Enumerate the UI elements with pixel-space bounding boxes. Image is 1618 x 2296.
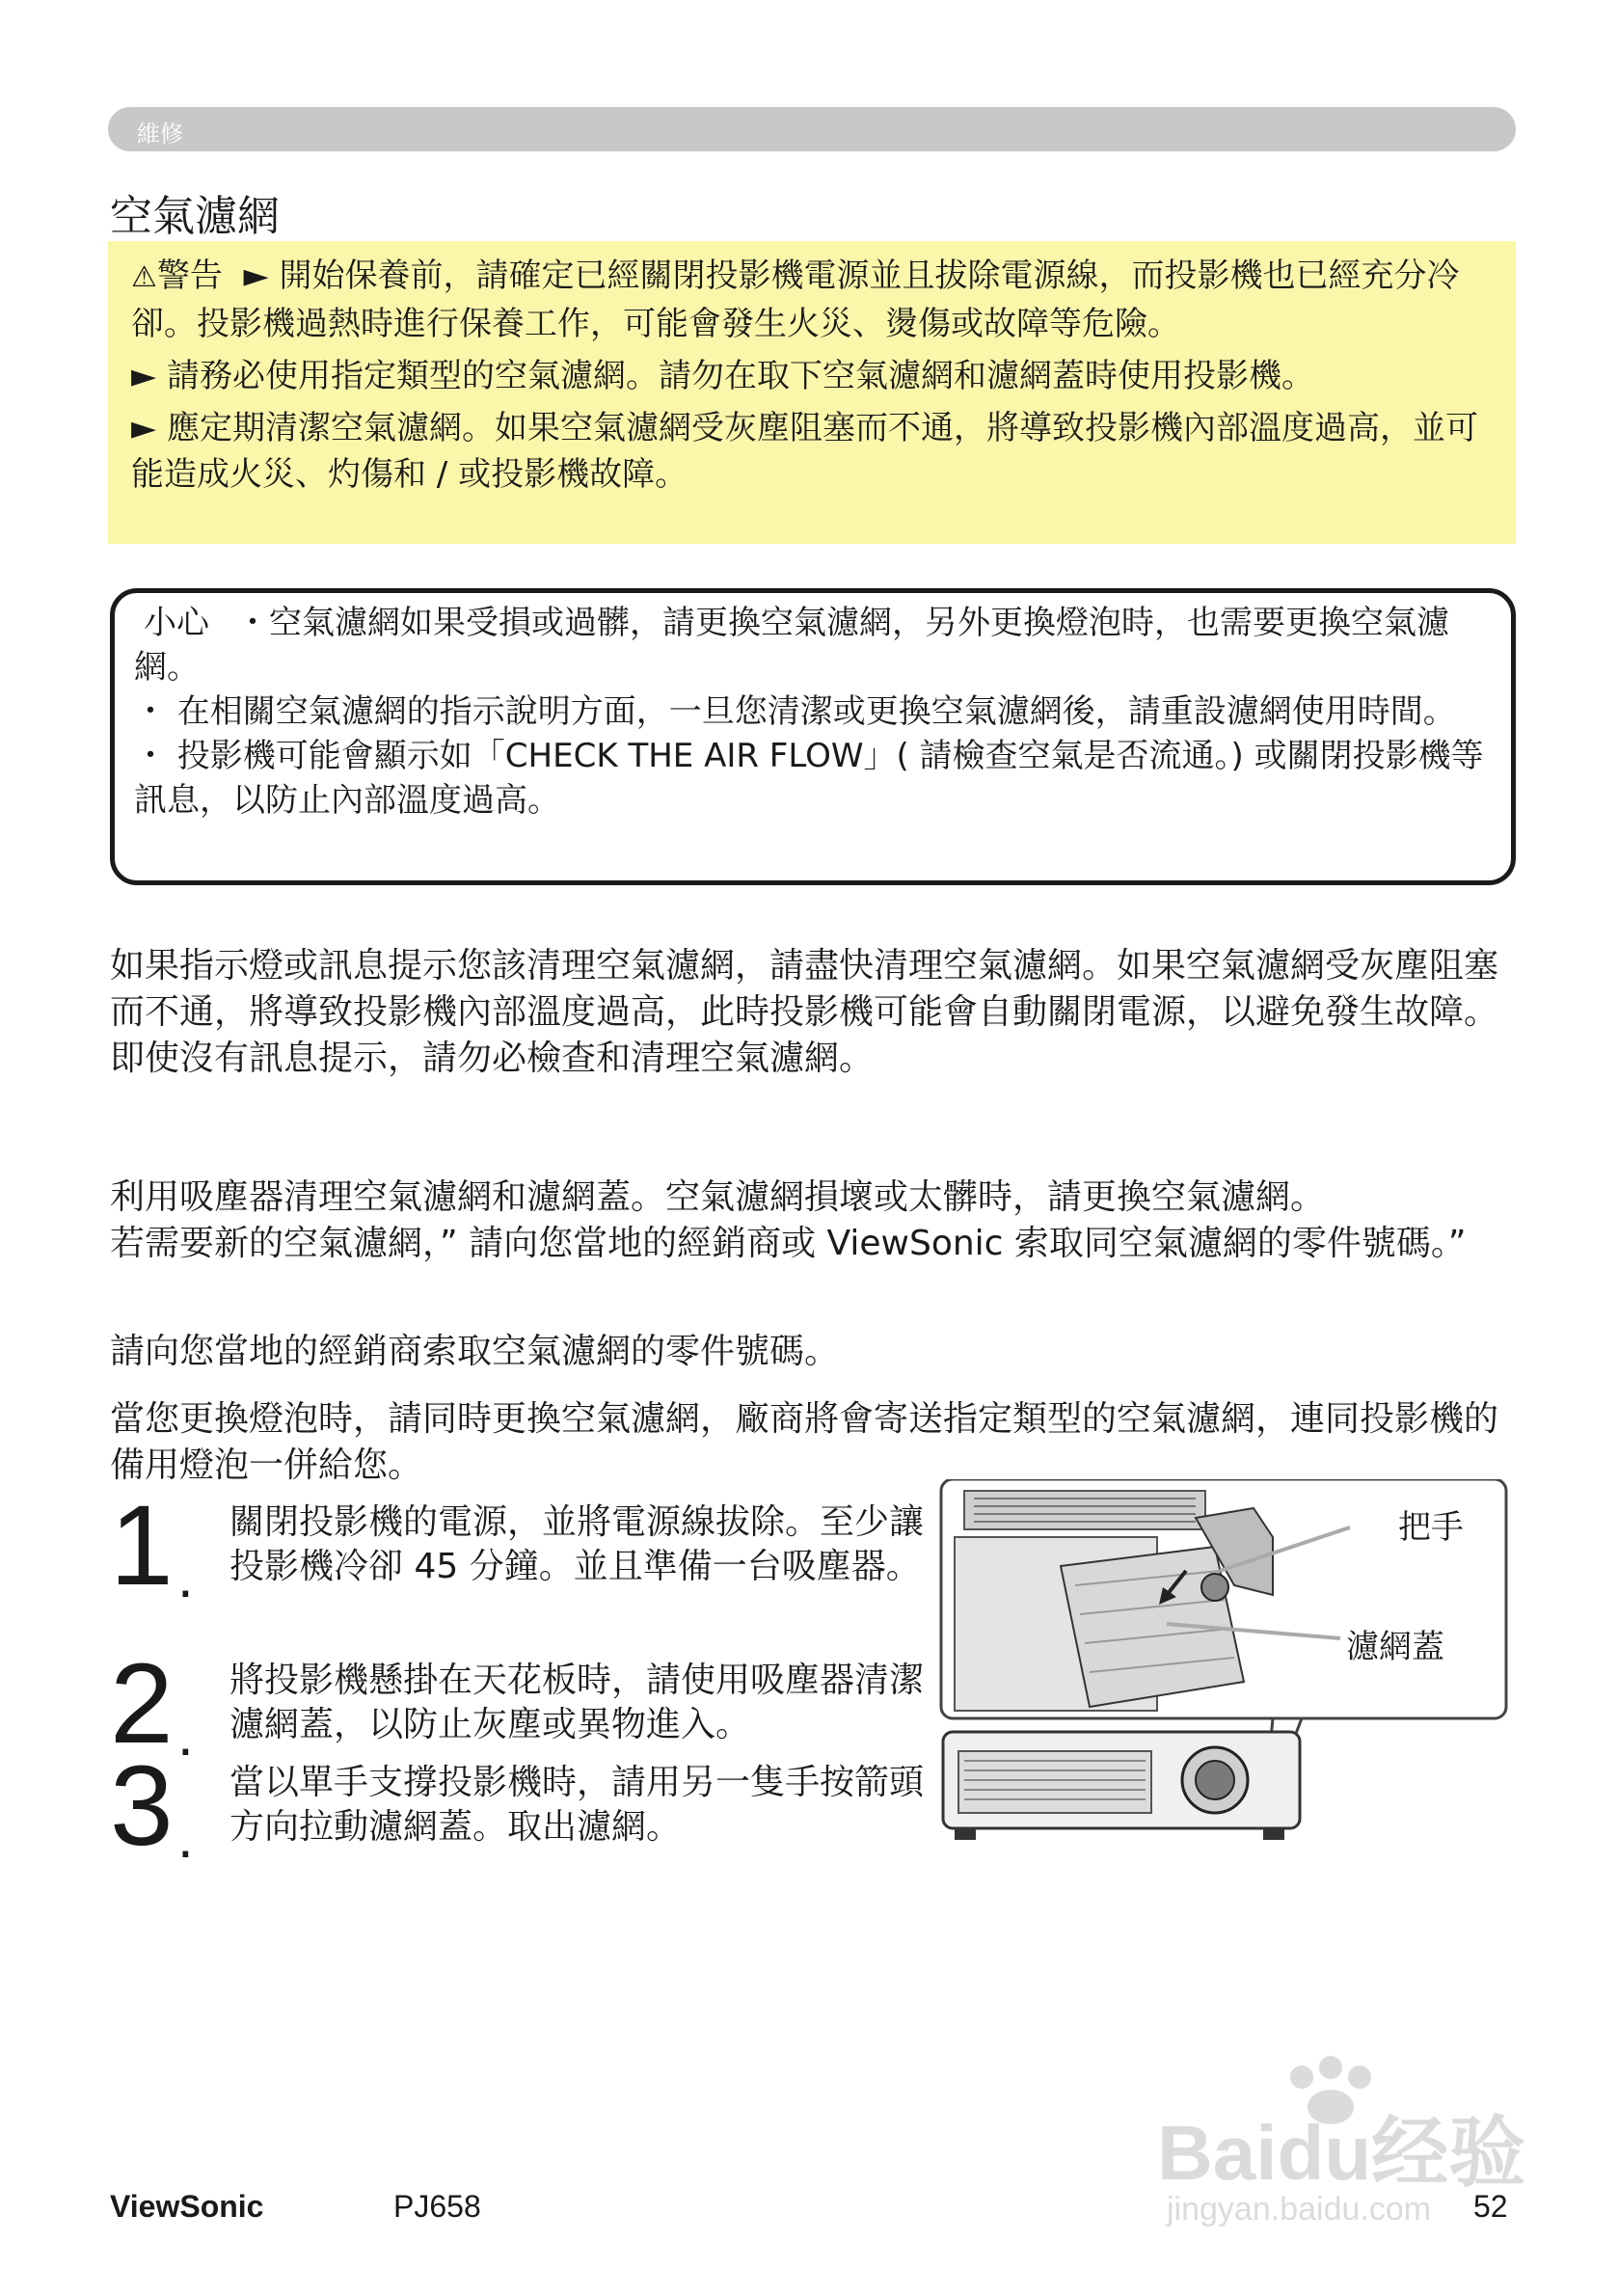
page-title: 空氣濾網 [110,192,280,241]
step-dot: . [177,1703,194,1768]
page-number: 52 [1473,2189,1508,2224]
body-paragraph: 即使沒有訊息提示，請勿必檢查和清理空氣濾網。 [110,1039,875,1078]
step-text: 關閉投影機的電源，並將電源線拔除。至少讓投影機冷卻 45 分鐘。並且準備一台吸塵器。 [229,1502,925,1586]
body-paragraph-group-1 [110,943,1527,1082]
body-paragraph: 如果指示燈或訊息提示您該清理空氣濾網，請盡快清理空氣濾網。如果空氣濾網受灰塵阻塞而不通，將導致投影機內部溫度過高，此時投影機可能會自動關閉電源，以避免發生故障。 [110,946,1499,1032]
paw-icon [1147,2054,1543,2228]
handle-knob [1201,1574,1228,1601]
warning-text: ► 開始保養前，請確定已經關閉投影機電源並且拔除電源線，而投影機也已經充分冷卻。投影機過熱時進行保養工作，可能會發生火災、燙傷或故障等危險。 [131,257,1460,343]
caution-item: ・ 在相關空氣濾網的指示說明方面，一旦您清潔或更換空氣濾網後，請重設濾網使用時間。 [134,692,1456,731]
warning-label: 警告 [156,257,223,295]
step-text: 將投影機懸掛在天花板時，請使用吸塵器清潔濾網蓋，以防止灰塵或異物進入。 [229,1661,925,1744]
step-dot: . [177,1545,194,1609]
caution-text: ・空氣濾網如果受損或過髒，請更換空氣濾網，另外更換燈泡時，也需要更換空氣濾網。 [134,604,1449,687]
caution-label: 小心 [144,604,209,642]
step-number: 1 [110,1482,174,1609]
body-paragraph-group-4 [110,1396,1527,1489]
caution-item [134,601,1494,689]
projector-filter-illustration [935,1479,1514,1846]
watermark-url: jingyan.baidu.com [1167,2191,1432,2228]
caution-box [110,588,1516,885]
body-paragraph-group-3 [110,1329,1527,1375]
baidu-watermark [1147,2054,1543,2228]
warning-item: ► 應定期清潔空氣濾網。如果空氣濾網受灰塵阻塞而不通，將導致投影機內部溫度過高，並可能造成火災、灼傷和 / 或投影機故障。 [131,409,1478,494]
step-number: 2 [110,1640,174,1768]
footer-brand: ViewSonic [110,2189,264,2224]
footer-model: PJ658 [393,2189,481,2224]
step-number: 3 [110,1742,174,1870]
handle-label: 把手 [1398,1508,1464,1547]
section-header-bar [108,107,1516,151]
body-paragraph: 當您更換燈泡時，請同時更換空氣濾網，廠商將會寄送指定類型的空氣濾網，連同投影機的備用燈泡一併給您。 [110,1399,1499,1485]
step-text: 當以單手支撐投影機時，請用另一隻手按箭頭方向拉動濾網蓋。取出濾網。 [229,1763,925,1847]
warning-item [131,253,1489,347]
section-label: 維修 [137,121,183,148]
body-paragraph: 利用吸塵器清理空氣濾網和濾網蓋。空氣濾網損壞或太髒時，請更換空氣濾網。 [110,1177,1326,1217]
warning-triangle-icon: ⚠ [131,260,157,294]
projector-full-view [943,1732,1300,1840]
caution-item: ・ 投影機可能會顯示如「CHECK THE AIR FLOW」( 請檢查空氣是否流通。) 或關閉投影機等訊息，以防止內部溫度過高。 [134,737,1484,820]
body-paragraph: 請向您當地的經銷商索取空氣濾網的零件號碼。 [110,1332,840,1371]
body-paragraph-group-2 [110,1175,1527,1267]
body-paragraph: 若需要新的空氣濾網，” 請向您當地的經銷商或 ViewSonic 索取同空氣濾網的零件號碼。” [110,1224,1467,1263]
filter-cover-label: 濾網蓋 [1346,1628,1444,1666]
warning-box [108,241,1516,544]
watermark-brand: Baidu经验 [1157,2110,1526,2196]
step-dot: . [177,1805,194,1870]
warning-item: ► 請務必使用指定類型的空氣濾網。請勿在取下空氣濾網和濾網蓋時使用投影機。 [131,357,1314,395]
